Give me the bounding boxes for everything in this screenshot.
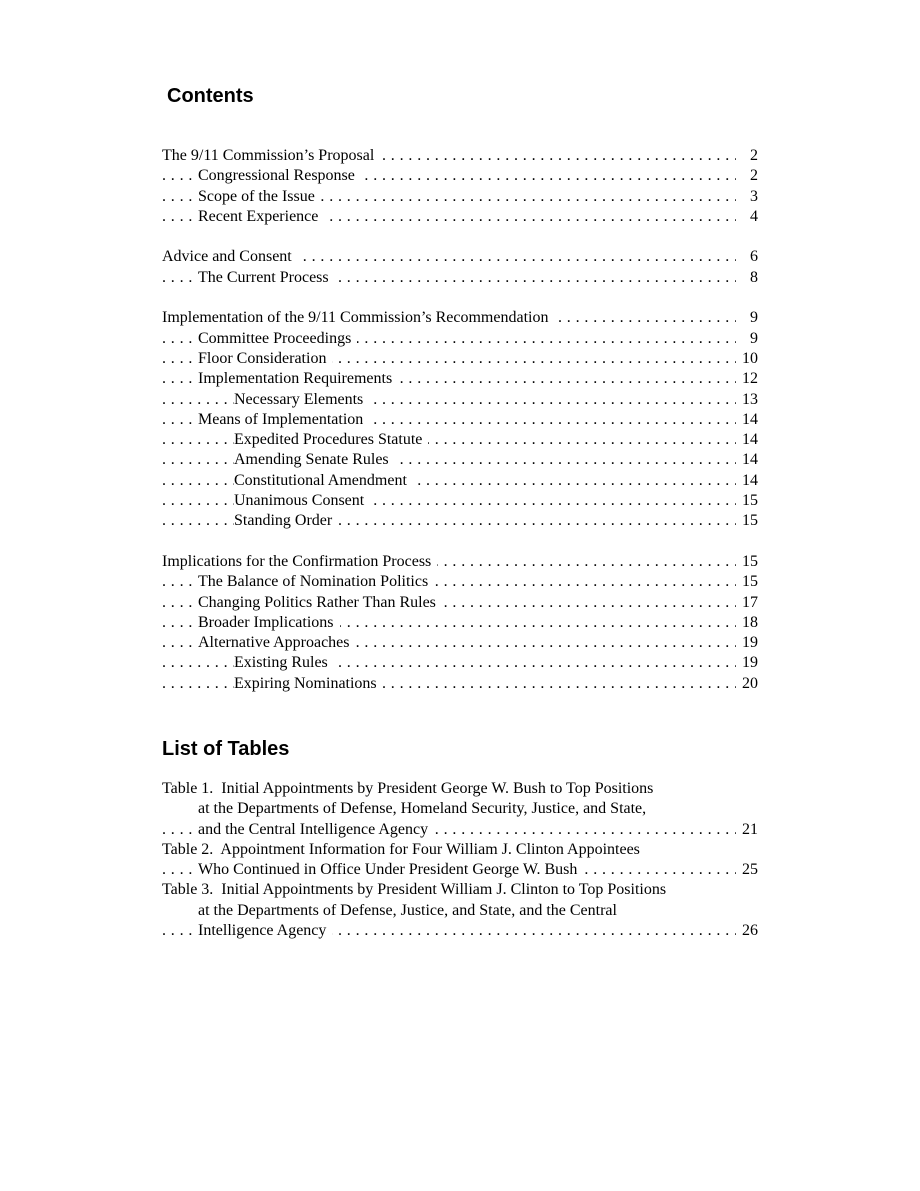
toc-entry[interactable]: [162, 349, 758, 369]
toc-entry-page: 20: [738, 674, 758, 694]
toc-entry[interactable]: [162, 329, 758, 349]
toc-entry[interactable]: [162, 268, 758, 288]
toc-entry-page: 14: [738, 430, 758, 450]
toc-entry-label: Necessary Elements: [234, 391, 369, 408]
toc-entry-label: Scope of the Issue: [198, 188, 321, 205]
toc-entry[interactable]: [162, 491, 758, 511]
toc-entry-label: Expiring Nominations: [234, 675, 383, 692]
toc-entry[interactable]: [162, 572, 758, 592]
toc-entry[interactable]: [162, 390, 758, 410]
toc-entry-label: Means of Implementation: [198, 411, 369, 428]
toc-entry-page: 9: [746, 329, 758, 349]
table-entry-label: and the Central Intelligence Agency: [198, 821, 434, 838]
toc-entry[interactable]: [162, 410, 758, 430]
toc-spacer: [162, 227, 758, 247]
toc-spacer: [162, 532, 758, 552]
toc-entry-page: 13: [738, 390, 758, 410]
table-entry-page: 21: [738, 820, 758, 840]
toc-entry[interactable]: [162, 511, 758, 531]
toc-entry-page: 15: [738, 491, 758, 511]
table-entry-last-line: [162, 921, 758, 941]
table-of-contents: [162, 146, 758, 694]
toc-entry-label: Committee Proceedings: [198, 330, 357, 347]
table-entry-page: 26: [738, 921, 758, 941]
toc-entry-page: 12: [738, 369, 758, 389]
table-entry-line: Table 3. Initial Appointments by President William J. Clinton to Top Positions: [162, 881, 667, 899]
toc-entry[interactable]: [162, 633, 758, 653]
table-entry-last-line: [162, 860, 758, 880]
toc-entry-label: The Current Process: [198, 269, 335, 286]
toc-entry-label: Constitutional Amendment: [234, 472, 413, 489]
toc-entry[interactable]: [162, 552, 758, 572]
table-entry-line: Table 2. Appointment Information for Four William J. Clinton Appointees: [162, 840, 640, 858]
toc-entry-label: Unanimous Consent: [234, 492, 370, 509]
table-list-entry[interactable]: [162, 779, 758, 840]
table-entry-line: at the Departments of Defense, Homeland Security, Justice, and State,: [198, 800, 647, 818]
toc-entry-page: 15: [738, 511, 758, 531]
toc-entry[interactable]: [162, 613, 758, 633]
toc-entry-page: 8: [746, 268, 758, 288]
toc-entry-page: 19: [738, 633, 758, 653]
toc-entry[interactable]: [162, 166, 758, 186]
toc-entry-label: Broader Implications: [198, 614, 340, 631]
toc-entry-label: Advice and Consent: [162, 248, 298, 265]
toc-entry-label: Existing Rules: [234, 654, 334, 671]
toc-entry-label: Floor Consideration: [198, 350, 332, 367]
toc-entry-label: Expedited Procedures Statute: [234, 431, 428, 448]
toc-entry[interactable]: [162, 187, 758, 207]
toc-entry-label: Implementation Requirements: [198, 370, 398, 387]
list-of-tables: [162, 779, 758, 941]
toc-entry-page: 2: [746, 166, 758, 186]
table-list-entry[interactable]: [162, 840, 758, 881]
toc-entry-page: 18: [738, 613, 758, 633]
list-of-tables-heading: List of Tables: [162, 738, 290, 760]
toc-entry-label: Implementation of the 9/11 Commission’s Recommendation: [162, 309, 554, 326]
toc-entry-page: 14: [738, 410, 758, 430]
toc-entry-page: 2: [746, 146, 758, 166]
toc-entry-label: The 9/11 Commission’s Proposal: [162, 147, 380, 164]
table-list-entry[interactable]: [162, 880, 758, 941]
table-entry-line: Table 1. Initial Appointments by President George W. Bush to Top Positions: [162, 780, 654, 797]
toc-entry-label: Standing Order: [234, 512, 338, 529]
toc-entry-page: 10: [738, 349, 758, 369]
toc-entry[interactable]: [162, 471, 758, 491]
toc-entry[interactable]: [162, 247, 758, 267]
toc-entry-label: Alternative Approaches: [198, 634, 356, 651]
toc-entry-page: 19: [738, 653, 758, 673]
toc-entry[interactable]: [162, 207, 758, 227]
toc-entry-page: 15: [738, 572, 758, 592]
toc-entry-label: Congressional Response: [198, 167, 361, 184]
toc-entry[interactable]: [162, 369, 758, 389]
table-entry-label: Intelligence Agency: [198, 922, 332, 939]
toc-entry-page: 9: [746, 308, 758, 328]
contents-heading: Contents: [167, 85, 254, 107]
table-entry-page: 25: [738, 860, 758, 880]
toc-entry-label: The Balance of Nomination Politics: [198, 573, 434, 590]
toc-entry-label: Implications for the Confirmation Process: [162, 553, 437, 570]
toc-entry-label: Amending Senate Rules: [234, 451, 395, 468]
toc-entry-label: Recent Experience: [198, 208, 324, 225]
toc-entry[interactable]: [162, 450, 758, 470]
toc-spacer: [162, 288, 758, 308]
toc-entry-page: 3: [746, 187, 758, 207]
toc-entry-page: 14: [738, 450, 758, 470]
toc-entry-page: 15: [738, 552, 758, 572]
toc-entry[interactable]: [162, 674, 758, 694]
toc-entry-label: Changing Politics Rather Than Rules: [198, 594, 442, 611]
toc-entry-page: 6: [746, 247, 758, 267]
toc-entry-page: 4: [746, 207, 758, 227]
toc-entry[interactable]: [162, 653, 758, 673]
toc-entry[interactable]: [162, 146, 758, 166]
toc-entry-page: 14: [738, 471, 758, 491]
toc-entry[interactable]: [162, 430, 758, 450]
table-entry-label: Who Continued in Office Under President George W. Bush: [198, 861, 583, 878]
toc-entry[interactable]: [162, 593, 758, 613]
toc-entry[interactable]: [162, 308, 758, 328]
toc-entry-page: 17: [738, 593, 758, 613]
table-entry-line: at the Departments of Defense, Justice, and State, and the Central: [198, 901, 617, 919]
table-entry-last-line: [162, 820, 758, 840]
